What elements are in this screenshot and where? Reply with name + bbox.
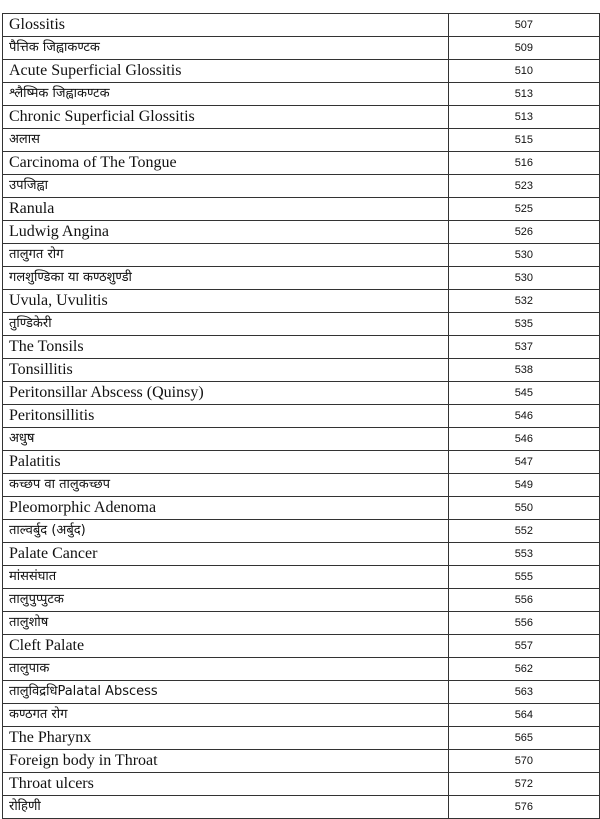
page-number: 513 — [448, 83, 599, 106]
page-number: 532 — [448, 290, 599, 313]
table-row — [3, 405, 600, 428]
table-row — [3, 244, 600, 267]
table-row — [3, 727, 600, 750]
chapter-title: तालुगत रोग — [3, 244, 449, 267]
page-number: 537 — [448, 336, 599, 359]
table-row — [3, 83, 600, 106]
page-number: 576 — [448, 796, 599, 819]
chapter-title: Peritonsillar Abscess (Quinsy) — [3, 382, 449, 405]
page-number: 535 — [448, 313, 599, 336]
table-row — [3, 520, 600, 543]
page-number: 555 — [448, 566, 599, 589]
table-row — [3, 428, 600, 451]
page-number: 562 — [448, 658, 599, 681]
chapter-title: गलशुण्डिका या कण्ठशुण्डी — [3, 267, 449, 290]
chapter-title: Peritonsillitis — [3, 405, 449, 428]
page-number: 530 — [448, 244, 599, 267]
page-number: 509 — [448, 37, 599, 60]
chapter-title: The Pharynx — [3, 727, 449, 750]
table-row — [3, 336, 600, 359]
chapter-title: Pleomorphic Adenoma — [3, 497, 449, 520]
chapter-title: Ludwig Angina — [3, 221, 449, 244]
page-number: 564 — [448, 704, 599, 727]
page-number: 556 — [448, 589, 599, 612]
chapter-title: तुण्डिकेरी — [3, 313, 449, 336]
page-number: 538 — [448, 359, 599, 382]
table-row — [3, 612, 600, 635]
page-number: 530 — [448, 267, 599, 290]
page-number: 553 — [448, 543, 599, 566]
page-number: 546 — [448, 428, 599, 451]
table-row — [3, 589, 600, 612]
chapter-title: उपजिह्वा — [3, 175, 449, 198]
table-row — [3, 359, 600, 382]
chapter-title: Throat ulcers — [3, 773, 449, 796]
chapter-title: Glossitis — [3, 14, 449, 37]
table-row — [3, 750, 600, 773]
chapter-title: Cleft Palate — [3, 635, 449, 658]
chapter-title: तालुपुप्पुटक — [3, 589, 449, 612]
chapter-title: श्लैष्मिक जिह्वाकण्टक — [3, 83, 449, 106]
page-number: 545 — [448, 382, 599, 405]
table-row — [3, 796, 600, 819]
page-number: 550 — [448, 497, 599, 520]
page-number: 507 — [448, 14, 599, 37]
table-row — [3, 267, 600, 290]
chapter-title: रोहिणी — [3, 796, 449, 819]
page-number: 572 — [448, 773, 599, 796]
table-row — [3, 313, 600, 336]
chapter-title: कच्छप वा तालुकच्छप — [3, 474, 449, 497]
table-row — [3, 681, 600, 704]
table-row — [3, 704, 600, 727]
chapter-title: तालुशोष — [3, 612, 449, 635]
table-row — [3, 14, 600, 37]
table-row — [3, 221, 600, 244]
chapter-title: अधुष — [3, 428, 449, 451]
toc-body — [3, 14, 600, 819]
page-number: 526 — [448, 221, 599, 244]
page-number: 523 — [448, 175, 599, 198]
table-row — [3, 635, 600, 658]
chapter-title: तालुपाक — [3, 658, 449, 681]
table-row — [3, 497, 600, 520]
page-number: 513 — [448, 106, 599, 129]
table-row — [3, 290, 600, 313]
page-number: 515 — [448, 129, 599, 152]
chapter-title: तालुविद्रधिPalatal Abscess — [3, 681, 449, 704]
table-row — [3, 198, 600, 221]
table-row — [3, 543, 600, 566]
page-number: 557 — [448, 635, 599, 658]
table-row — [3, 175, 600, 198]
chapter-title: Uvula, Uvulitis — [3, 290, 449, 313]
page-number: 563 — [448, 681, 599, 704]
table-row — [3, 566, 600, 589]
chapter-title: The Tonsils — [3, 336, 449, 359]
page-number: 552 — [448, 520, 599, 543]
chapter-title: Chronic Superficial Glossitis — [3, 106, 449, 129]
table-of-contents — [2, 13, 600, 819]
table-row — [3, 37, 600, 60]
page-number: 556 — [448, 612, 599, 635]
page-number: 547 — [448, 451, 599, 474]
table-row — [3, 451, 600, 474]
chapter-title: अलास — [3, 129, 449, 152]
chapter-title: Palatitis — [3, 451, 449, 474]
chapter-title: Palate Cancer — [3, 543, 449, 566]
chapter-title: मांससंघात — [3, 566, 449, 589]
chapter-title: Ranula — [3, 198, 449, 221]
page-number: 516 — [448, 152, 599, 175]
page-number: 525 — [448, 198, 599, 221]
table-row — [3, 474, 600, 497]
chapter-title: Carcinoma of The Tongue — [3, 152, 449, 175]
page-number: 510 — [448, 60, 599, 83]
table-row — [3, 106, 600, 129]
chapter-title: ताल्वर्बुद (अर्बुद) — [3, 520, 449, 543]
chapter-title: Acute Superficial Glossitis — [3, 60, 449, 83]
table-row — [3, 658, 600, 681]
table-row — [3, 773, 600, 796]
page-number: 549 — [448, 474, 599, 497]
table-row — [3, 60, 600, 83]
page-number: 565 — [448, 727, 599, 750]
chapter-title: कण्ठगत रोग — [3, 704, 449, 727]
chapter-title: Foreign body in Throat — [3, 750, 449, 773]
chapter-title: पैत्तिक जिह्वाकण्टक — [3, 37, 449, 60]
table-row — [3, 152, 600, 175]
page-number: 570 — [448, 750, 599, 773]
page-number: 546 — [448, 405, 599, 428]
table-row — [3, 382, 600, 405]
table-row — [3, 129, 600, 152]
chapter-title: Tonsillitis — [3, 359, 449, 382]
